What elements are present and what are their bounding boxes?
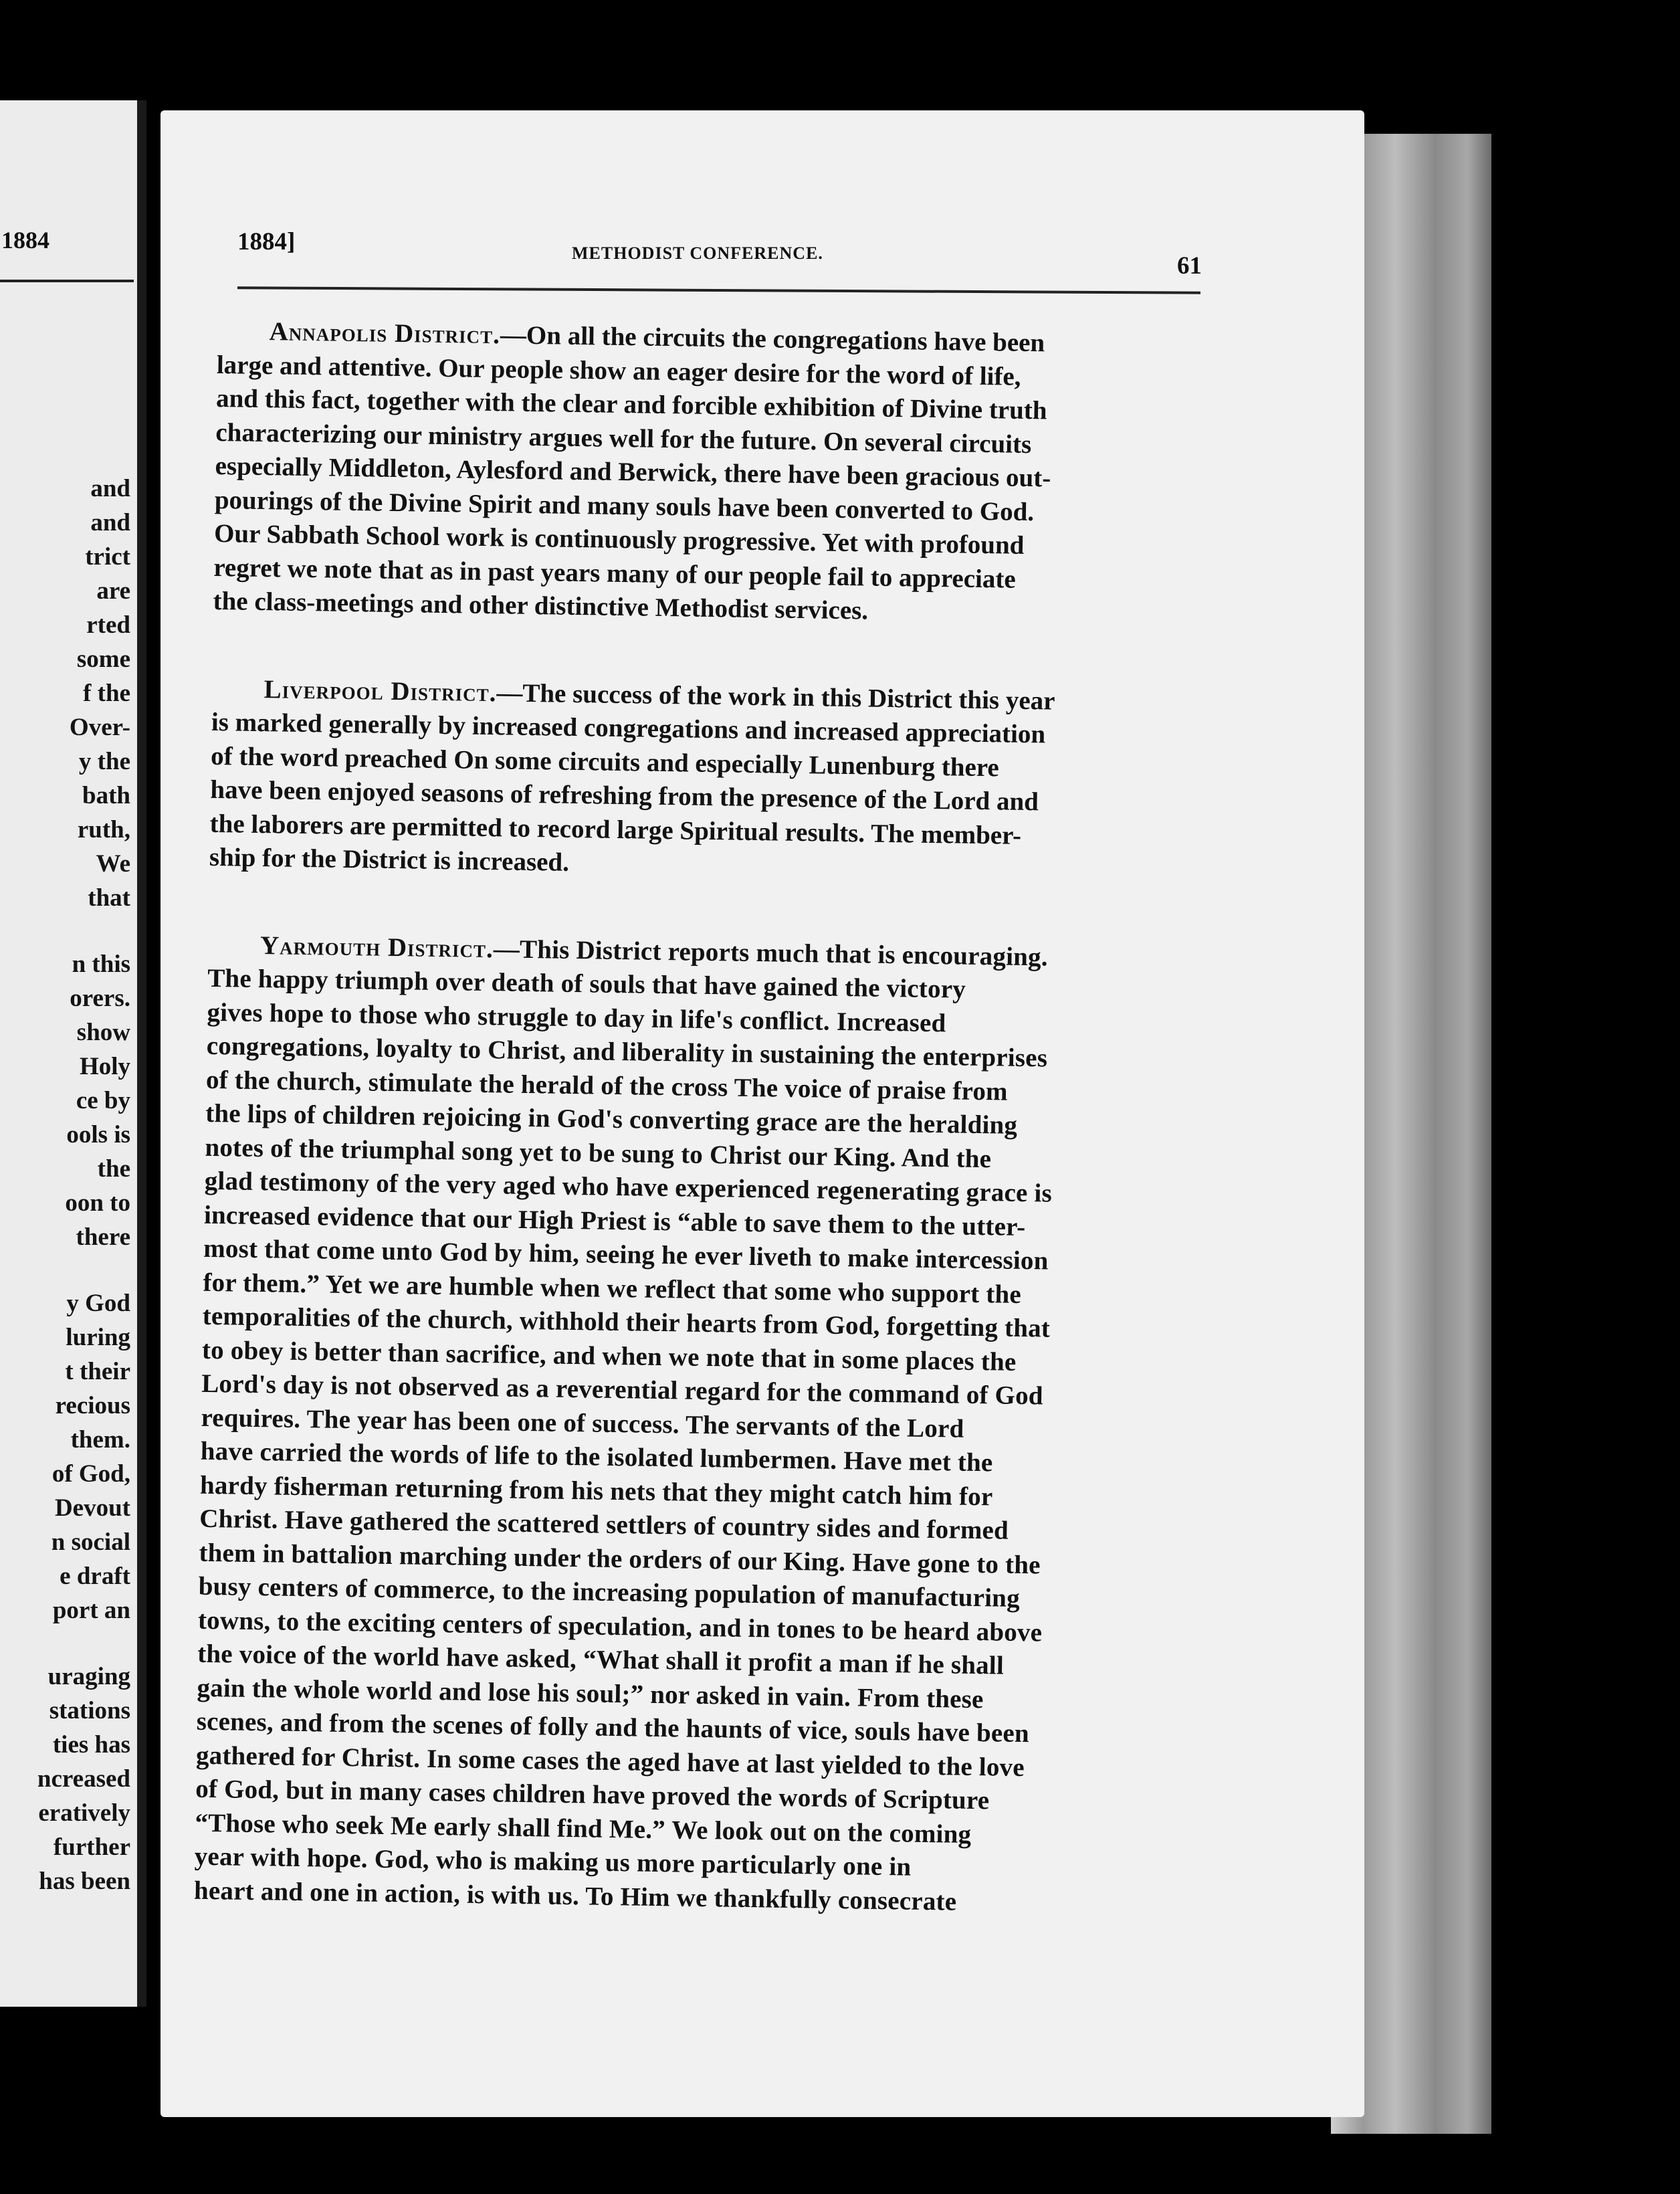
previous-page-line: recious [55,1392,130,1419]
previous-page-line: trict [85,543,130,571]
line-text: requires. The year has been one of success. The servants of the Lord [201,1403,964,1443]
line-text: the voice of the world have asked, “What shall it profit a man if he shall [197,1639,1005,1680]
previous-page-line: ties has [52,1731,130,1759]
previous-page-line: bath [82,782,130,809]
line-text: them in battalion marching under the orders of our King. Have gone to the [199,1538,1041,1579]
previous-page-line: show [76,1019,130,1046]
line-text: —This District reports much that is encouraging. [493,934,1049,972]
line-text: heart and one in action, is with us. To Him we thankfully consecrate [193,1876,957,1916]
line-text: and this fact, together with the clear and forcible exhibition of Divine truth [215,383,1047,425]
previous-page-line: there [76,1223,130,1251]
district-report-paragraph [209,672,1195,889]
previous-page-line: y God [66,1290,130,1317]
line-text: increased evidence that our High Priest is “able to save them to the utter- [203,1200,1026,1241]
line-text: the class-meetings and other distinctive Methodist services. [213,586,869,625]
line-text: The happy triumph over death of souls that have gained the victory [207,963,966,1004]
line-text: of the church, stimulate the herald of the cross The voice of praise from [205,1065,1009,1106]
line-text: have been enjoyed seasons of refreshing from the presence of the Lord and [210,775,1039,817]
line-text: —On all the circuits the congregations have been [500,320,1045,358]
line-text: temporalities of the church, withhold their hearts from God, forgetting that [202,1301,1051,1343]
previous-page-line: ncreased [37,1765,130,1793]
line-text: of the word preached On some circuits and especially Lunenburg there [210,741,1000,782]
line-text: towns, to the exciting centers of speculation, and in tones to be heard above [197,1605,1043,1648]
line-text: pourings of the Divine Spirit and many souls have been converted to God. [214,485,1035,526]
line-text: hardy fisherman returning from his nets that they might catch him for [199,1470,993,1511]
line-text: the laborers are permitted to record large Spiritual results. The member- [209,809,1022,850]
previous-page-line: and [90,475,130,502]
line-text: Our Sabbath School work is continuously progressive. Yet with profound [213,518,1025,560]
paragraph-gap [0,1254,130,1286]
previous-page-line: oon to [65,1189,130,1217]
line-text: gathered for Christ. In some cases the aged have at last yielded to the love [195,1740,1025,1782]
line-text: gain the whole world and lose his soul;” nor asked in vain. From these [197,1673,984,1714]
line-text: gives hope to those who struggle to day in life's conflict. Increased [207,997,946,1037]
previous-page-fragment [0,100,146,2007]
previous-page-line: some [76,645,130,673]
paragraph-gap [0,915,130,947]
previous-page-line: are [96,577,130,605]
line-text: is marked generally by increased congregations and increased appreciation [211,707,1046,749]
line-text: congregations, loyalty to Christ, and liberality in sustaining the enterprises [206,1031,1048,1073]
district-heading: Annapolis District. [269,317,501,350]
previous-page-line: rted [86,611,130,639]
previous-page-line: n social [51,1528,130,1556]
previous-page-line: ools is [66,1121,130,1149]
previous-page-line: orers. [70,985,130,1012]
district-heading: Liverpool District. [264,674,497,707]
previous-page-header: 1884 [1,227,49,254]
previous-page-line: We [96,850,130,878]
running-head [237,227,1214,280]
line-text: most that come unto God by him, seeing he ever liveth to make intercession [203,1233,1049,1276]
line-text: year with hope. God, who is making us more particularly one in [194,1841,912,1882]
previous-page-line: n this [72,951,130,978]
previous-page-line: y the [78,748,130,775]
line-text: the lips of children rejoicing in God's converting grace are the heralding [205,1098,1018,1140]
page-body [193,314,1200,1976]
line-text: especially Middleton, Aylesford and Berwick, there have been gracious out- [215,451,1051,493]
line-text: notes of the triumphal song yet to be sung to Christ our King. And the [205,1132,992,1173]
previous-page-line: eratively [38,1799,130,1827]
previous-page-line: further [53,1833,130,1861]
line-text: have carried the words of life to the isolated lumbermen. Have met the [200,1436,993,1478]
previous-page-line: luring [66,1324,130,1351]
previous-page-line: has been [39,1868,130,1895]
previous-page-line: uraging [47,1663,130,1690]
line-text: busy centers of commerce, to the increasing population of manufacturing [198,1571,1021,1613]
district-report-paragraph [213,314,1200,633]
previous-page-rule [0,280,134,282]
previous-page-line: the [97,1155,130,1183]
line-text: ship for the District is increased. [209,842,570,877]
previous-page-line: Holy [79,1053,130,1080]
running-head-title: METHODIST CONFERENCE. [572,243,823,263]
line-text: large and attentive. Our people show an eager desire for the word of life, [216,350,1021,391]
previous-page-line: f the [83,680,130,707]
line-text: —The success of the work in this District this year [496,678,1055,716]
district-report-paragraph [194,928,1192,1922]
line-text: for them.” Yet we are humble when we reflect that some who support the [203,1268,1022,1309]
running-head-year: 1884] [237,228,296,256]
previous-page-line: ce by [76,1087,130,1114]
paragraph-gap [0,1627,130,1660]
previous-page-line: e draft [60,1563,130,1590]
line-text: Christ. Have gathered the scattered settlers of country sides and formed [199,1504,1009,1545]
line-text: glad testimony of the very aged who have experienced regenerating grace is [204,1166,1053,1208]
line-text: of God, but in many cases children have proved the words of Scripture [195,1774,990,1815]
line-text: characterizing our ministry argues well for the future. On several circuits [215,417,1032,459]
previous-page-line: and [90,509,130,536]
line-text: regret we note that as in past years many of our people fail to appreciate [213,553,1017,594]
previous-page-line: stations [49,1697,130,1724]
previous-page-line: ruth, [77,816,130,843]
previous-page-line: them. [70,1426,130,1454]
district-heading: Yarmouth District. [259,930,494,963]
page-number: 61 [1177,252,1202,280]
previous-page-line: Devout [54,1494,130,1522]
previous-page-line: t their [65,1358,130,1385]
line-text: Lord's day is not observed as a reverential regard for the command of God [201,1369,1044,1411]
previous-page-line: Over- [69,714,130,741]
previous-page-line: of God, [51,1460,130,1488]
line-text: scenes, and from the scenes of folly and the haunts of vice, souls have been [196,1706,1030,1749]
line-text: “Those who seek Me early shall find Me.” We look out on the coming [195,1808,972,1849]
previous-page-text [0,472,130,1898]
line-text: to obey is better than sacrifice, and when we note that in some places the [201,1335,1017,1377]
previous-page-line: that [88,884,130,912]
previous-page-line: port an [52,1597,130,1624]
